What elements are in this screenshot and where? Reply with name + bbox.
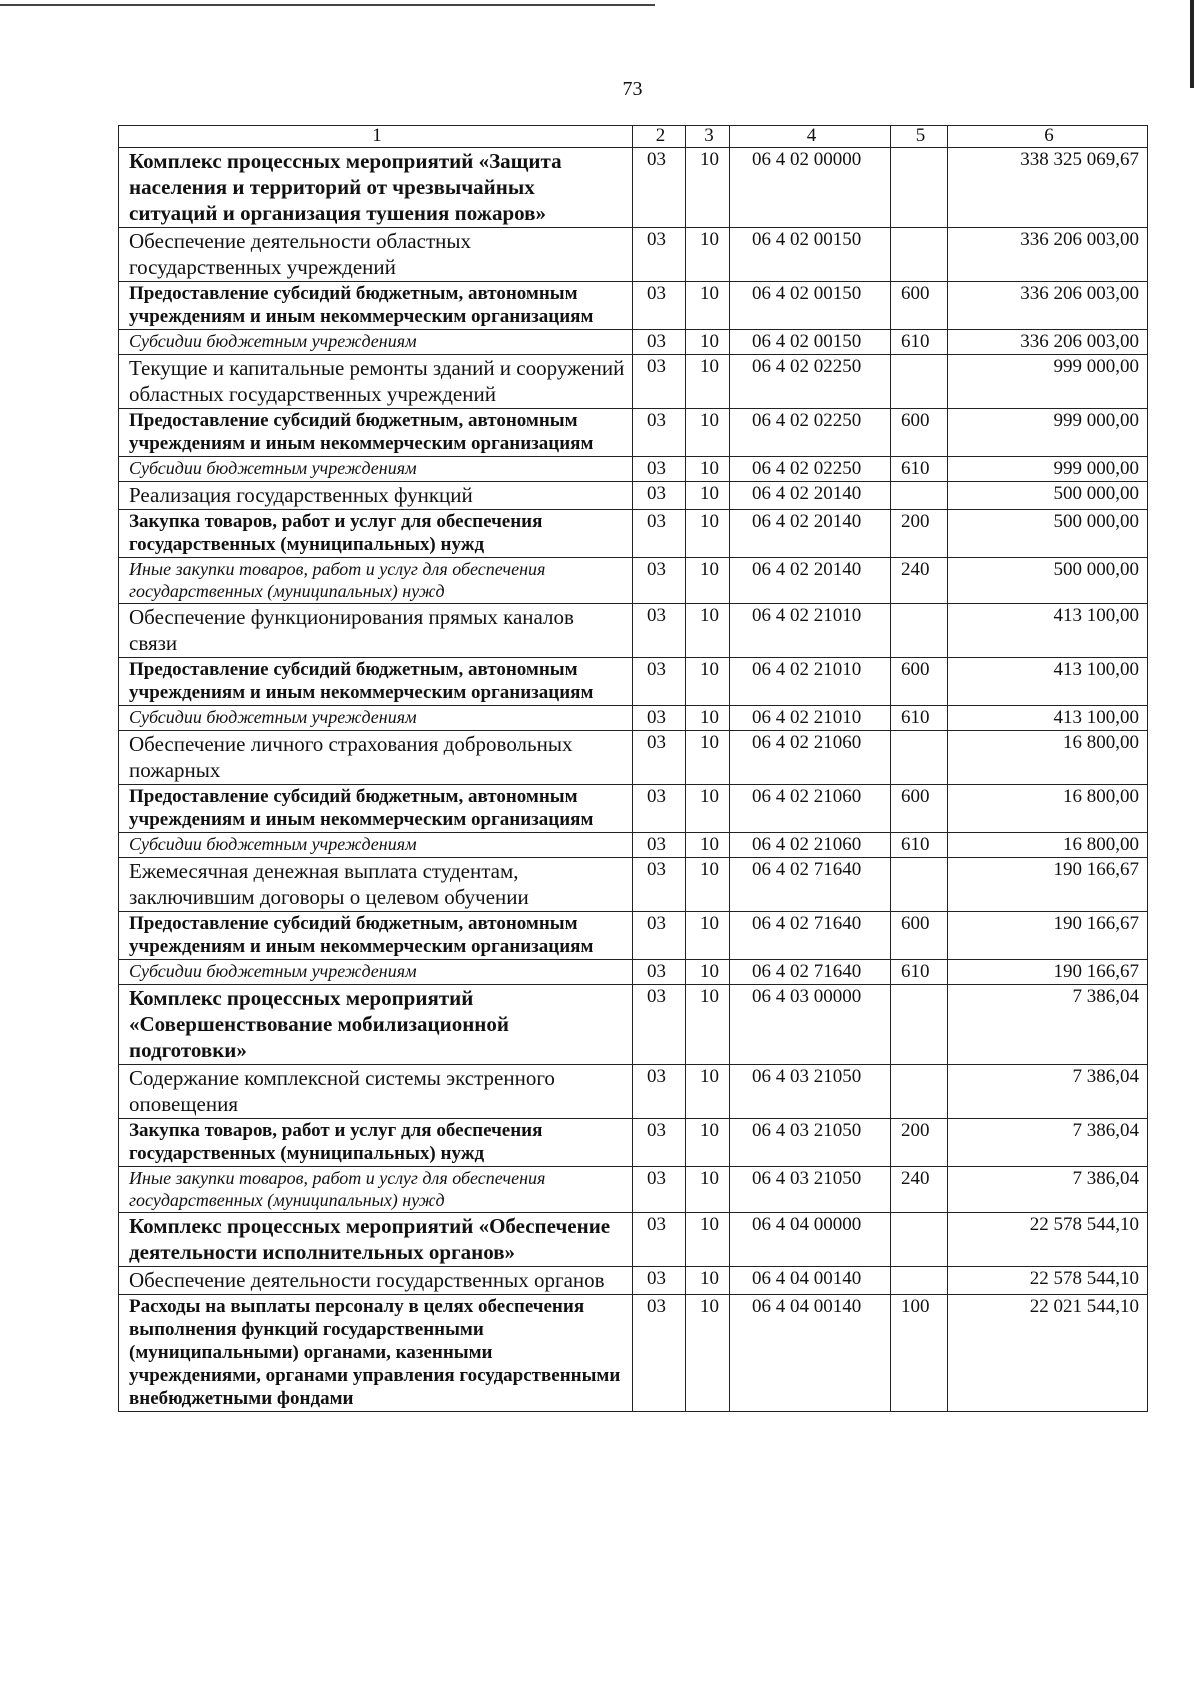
row-name-cell: Предоставление субсидий бюджетным, автономным учреждениям и иным некоммерческим организациям (119, 658, 633, 706)
amount-cell: 16 800,00 (948, 833, 1148, 858)
table-row (119, 282, 1148, 330)
subsection-code-cell: 10 (686, 558, 730, 604)
amount-cell: 7 386,04 (948, 1065, 1148, 1119)
target-article-cell: 06 4 04 00000 (730, 1213, 891, 1267)
amount-cell: 500 000,00 (948, 482, 1148, 510)
row-name-cell: Обеспечение личного страхования добровольных пожарных (119, 731, 633, 785)
target-article-cell: 06 4 02 21010 (730, 658, 891, 706)
table-row (119, 1213, 1148, 1267)
table-row (119, 912, 1148, 960)
expense-type-cell: 240 (891, 558, 948, 604)
target-article-cell: 06 4 04 00140 (730, 1295, 891, 1412)
subsection-code-cell: 10 (686, 1065, 730, 1119)
expense-type-cell (891, 731, 948, 785)
amount-cell: 999 000,00 (948, 409, 1148, 457)
table-row (119, 330, 1148, 355)
table-row (119, 355, 1148, 409)
table-header-row (119, 126, 1148, 148)
header-cell-5: 5 (891, 126, 948, 148)
page-top-border (0, 4, 655, 6)
target-article-cell: 06 4 02 02250 (730, 409, 891, 457)
target-article-cell: 06 4 02 00150 (730, 282, 891, 330)
amount-cell: 999 000,00 (948, 457, 1148, 482)
expense-type-cell (891, 1267, 948, 1295)
table-row (119, 558, 1148, 604)
target-article-cell: 06 4 02 21060 (730, 785, 891, 833)
section-code-cell: 03 (633, 1065, 686, 1119)
row-name-cell: Ежемесячная денежная выплата студентам, заключившим договоры о целевом обучении (119, 858, 633, 912)
subsection-code-cell: 10 (686, 1213, 730, 1267)
amount-cell: 16 800,00 (948, 731, 1148, 785)
subsection-code-cell: 10 (686, 1167, 730, 1213)
header-cell-2: 2 (633, 126, 686, 148)
target-article-cell: 06 4 02 71640 (730, 858, 891, 912)
section-code-cell: 03 (633, 409, 686, 457)
target-article-cell: 06 4 02 21010 (730, 604, 891, 658)
expense-type-cell: 240 (891, 1167, 948, 1213)
expense-type-cell (891, 1213, 948, 1267)
target-article-cell: 06 4 02 02250 (730, 457, 891, 482)
target-article-cell: 06 4 02 21060 (730, 833, 891, 858)
section-code-cell: 03 (633, 457, 686, 482)
row-name-cell: Субсидии бюджетным учреждениям (119, 960, 633, 985)
amount-cell: 336 206 003,00 (948, 282, 1148, 330)
section-code-cell: 03 (633, 912, 686, 960)
row-name-cell: Обеспечение деятельности областных государственных учреждений (119, 228, 633, 282)
subsection-code-cell: 10 (686, 658, 730, 706)
row-name-cell: Закупка товаров, работ и услуг для обеспечения государственных (муниципальных) нужд (119, 510, 633, 558)
row-name-cell: Иные закупки товаров, работ и услуг для обеспечения государственных (муниципальных) нужд (119, 1167, 633, 1213)
subsection-code-cell: 10 (686, 457, 730, 482)
amount-cell: 500 000,00 (948, 558, 1148, 604)
table-row (119, 785, 1148, 833)
page-number: 73 (622, 78, 643, 100)
subsection-code-cell: 10 (686, 1295, 730, 1412)
subsection-code-cell: 10 (686, 148, 730, 228)
table-row (119, 1119, 1148, 1167)
subsection-code-cell: 10 (686, 833, 730, 858)
scan-edge-mark (1190, 0, 1194, 88)
subsection-code-cell: 10 (686, 785, 730, 833)
expense-type-cell: 600 (891, 282, 948, 330)
target-article-cell: 06 4 02 21010 (730, 706, 891, 731)
table-row (119, 985, 1148, 1065)
subsection-code-cell: 10 (686, 282, 730, 330)
row-name-cell: Комплекс процессных мероприятий «Обеспечение деятельности исполнительных органов» (119, 1213, 633, 1267)
header-cell-6: 6 (948, 126, 1148, 148)
amount-cell: 22 578 544,10 (948, 1213, 1148, 1267)
row-name-cell: Закупка товаров, работ и услуг для обеспечения государственных (муниципальных) нужд (119, 1119, 633, 1167)
section-code-cell: 03 (633, 604, 686, 658)
budget-table (118, 125, 1148, 1412)
table-row (119, 960, 1148, 985)
subsection-code-cell: 10 (686, 604, 730, 658)
section-code-cell: 03 (633, 510, 686, 558)
section-code-cell: 03 (633, 148, 686, 228)
header-cell-1: 1 (119, 126, 633, 148)
amount-cell: 336 206 003,00 (948, 228, 1148, 282)
table-row (119, 409, 1148, 457)
section-code-cell: 03 (633, 1213, 686, 1267)
row-name-cell: Комплекс процессных мероприятий «Защита населения и территорий от чрезвычайных ситуаций и организация тушения пожаров» (119, 148, 633, 228)
expense-type-cell: 600 (891, 912, 948, 960)
expense-type-cell: 610 (891, 706, 948, 731)
expense-type-cell (891, 228, 948, 282)
target-article-cell: 06 4 02 20140 (730, 558, 891, 604)
amount-cell: 413 100,00 (948, 658, 1148, 706)
section-code-cell: 03 (633, 228, 686, 282)
amount-cell: 190 166,67 (948, 858, 1148, 912)
amount-cell: 413 100,00 (948, 706, 1148, 731)
row-name-cell: Субсидии бюджетным учреждениям (119, 330, 633, 355)
amount-cell: 413 100,00 (948, 604, 1148, 658)
target-article-cell: 06 4 03 21050 (730, 1119, 891, 1167)
row-name-cell: Предоставление субсидий бюджетным, автономным учреждениям и иным некоммерческим организациям (119, 912, 633, 960)
table-row (119, 457, 1148, 482)
table-row (119, 604, 1148, 658)
table-row (119, 148, 1148, 228)
amount-cell: 190 166,67 (948, 912, 1148, 960)
subsection-code-cell: 10 (686, 409, 730, 457)
table-row (119, 482, 1148, 510)
target-article-cell: 06 4 02 71640 (730, 912, 891, 960)
target-article-cell: 06 4 02 00150 (730, 228, 891, 282)
amount-cell: 336 206 003,00 (948, 330, 1148, 355)
section-code-cell: 03 (633, 558, 686, 604)
row-name-cell: Предоставление субсидий бюджетным, автономным учреждениям и иным некоммерческим организациям (119, 282, 633, 330)
subsection-code-cell: 10 (686, 706, 730, 731)
row-name-cell: Субсидии бюджетным учреждениям (119, 706, 633, 731)
subsection-code-cell: 10 (686, 731, 730, 785)
section-code-cell: 03 (633, 1267, 686, 1295)
subsection-code-cell: 10 (686, 482, 730, 510)
section-code-cell: 03 (633, 282, 686, 330)
expense-type-cell: 200 (891, 510, 948, 558)
expense-type-cell (891, 1065, 948, 1119)
table-row (119, 228, 1148, 282)
row-name-cell: Субсидии бюджетным учреждениям (119, 457, 633, 482)
target-article-cell: 06 4 02 00150 (730, 330, 891, 355)
target-article-cell: 06 4 04 00140 (730, 1267, 891, 1295)
target-article-cell: 06 4 02 71640 (730, 960, 891, 985)
expense-type-cell (891, 148, 948, 228)
amount-cell: 7 386,04 (948, 1119, 1148, 1167)
table-row (119, 858, 1148, 912)
section-code-cell: 03 (633, 706, 686, 731)
table-row (119, 1267, 1148, 1295)
row-name-cell: Предоставление субсидий бюджетным, автономным учреждениям и иным некоммерческим организациям (119, 785, 633, 833)
row-name-cell: Иные закупки товаров, работ и услуг для обеспечения государственных (муниципальных) нужд (119, 558, 633, 604)
table-row (119, 731, 1148, 785)
subsection-code-cell: 10 (686, 1119, 730, 1167)
table-row (119, 1295, 1148, 1412)
row-name-cell: Субсидии бюджетным учреждениям (119, 833, 633, 858)
row-name-cell: Текущие и капитальные ремонты зданий и сооружений областных государственных учреждений (119, 355, 633, 409)
target-article-cell: 06 4 02 20140 (730, 482, 891, 510)
expense-type-cell (891, 355, 948, 409)
target-article-cell: 06 4 03 21050 (730, 1167, 891, 1213)
expense-type-cell: 610 (891, 960, 948, 985)
section-code-cell: 03 (633, 355, 686, 409)
subsection-code-cell: 10 (686, 960, 730, 985)
section-code-cell: 03 (633, 785, 686, 833)
expense-type-cell: 610 (891, 833, 948, 858)
row-name-cell: Содержание комплексной системы экстренного оповещения (119, 1065, 633, 1119)
subsection-code-cell: 10 (686, 985, 730, 1065)
row-name-cell: Обеспечение функционирования прямых каналов связи (119, 604, 633, 658)
expense-type-cell (891, 858, 948, 912)
amount-cell: 500 000,00 (948, 510, 1148, 558)
amount-cell: 190 166,67 (948, 960, 1148, 985)
expense-type-cell: 600 (891, 409, 948, 457)
target-article-cell: 06 4 03 21050 (730, 1065, 891, 1119)
table-row (119, 706, 1148, 731)
expense-type-cell (891, 604, 948, 658)
table-row (119, 833, 1148, 858)
target-article-cell: 06 4 02 21060 (730, 731, 891, 785)
subsection-code-cell: 10 (686, 330, 730, 355)
table-row (119, 1167, 1148, 1213)
row-name-cell: Расходы на выплаты персоналу в целях обеспечения выполнения функций государственными (муниципальными) органами, казенными учреждениями, органами управления государственными внебюджетными фондами (119, 1295, 633, 1412)
amount-cell: 338 325 069,67 (948, 148, 1148, 228)
section-code-cell: 03 (633, 960, 686, 985)
expense-type-cell: 600 (891, 658, 948, 706)
target-article-cell: 06 4 03 00000 (730, 985, 891, 1065)
section-code-cell: 03 (633, 985, 686, 1065)
section-code-cell: 03 (633, 731, 686, 785)
row-name-cell: Комплекс процессных мероприятий «Совершенствование мобилизационной подготовки» (119, 985, 633, 1065)
row-name-cell: Реализация государственных функций (119, 482, 633, 510)
header-cell-4: 4 (730, 126, 891, 148)
amount-cell: 22 021 544,10 (948, 1295, 1148, 1412)
expense-type-cell: 200 (891, 1119, 948, 1167)
row-name-cell: Обеспечение деятельности государственных органов (119, 1267, 633, 1295)
section-code-cell: 03 (633, 658, 686, 706)
expense-type-cell: 600 (891, 785, 948, 833)
target-article-cell: 06 4 02 00000 (730, 148, 891, 228)
subsection-code-cell: 10 (686, 858, 730, 912)
header-cell-3: 3 (686, 126, 730, 148)
row-name-cell: Предоставление субсидий бюджетным, автономным учреждениям и иным некоммерческим организациям (119, 409, 633, 457)
subsection-code-cell: 10 (686, 355, 730, 409)
expense-type-cell: 610 (891, 330, 948, 355)
expense-type-cell: 100 (891, 1295, 948, 1412)
subsection-code-cell: 10 (686, 912, 730, 960)
section-code-cell: 03 (633, 330, 686, 355)
section-code-cell: 03 (633, 858, 686, 912)
section-code-cell: 03 (633, 1167, 686, 1213)
amount-cell: 999 000,00 (948, 355, 1148, 409)
section-code-cell: 03 (633, 833, 686, 858)
section-code-cell: 03 (633, 1295, 686, 1412)
expense-type-cell (891, 482, 948, 510)
table-row (119, 510, 1148, 558)
amount-cell: 22 578 544,10 (948, 1267, 1148, 1295)
subsection-code-cell: 10 (686, 228, 730, 282)
expense-type-cell (891, 985, 948, 1065)
expense-type-cell: 610 (891, 457, 948, 482)
subsection-code-cell: 10 (686, 1267, 730, 1295)
table-row (119, 658, 1148, 706)
amount-cell: 7 386,04 (948, 1167, 1148, 1213)
section-code-cell: 03 (633, 1119, 686, 1167)
section-code-cell: 03 (633, 482, 686, 510)
target-article-cell: 06 4 02 20140 (730, 510, 891, 558)
amount-cell: 7 386,04 (948, 985, 1148, 1065)
subsection-code-cell: 10 (686, 510, 730, 558)
amount-cell: 16 800,00 (948, 785, 1148, 833)
table-row (119, 1065, 1148, 1119)
target-article-cell: 06 4 02 02250 (730, 355, 891, 409)
